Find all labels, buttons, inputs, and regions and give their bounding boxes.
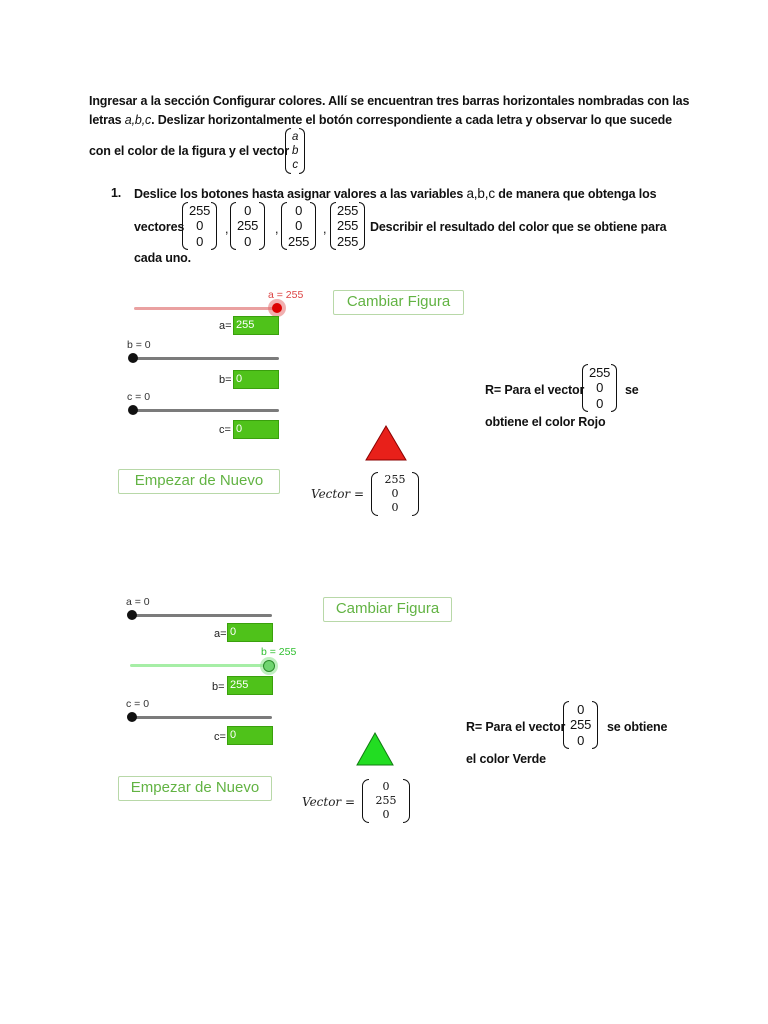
cambiar-figura-button-2[interactable]: Cambiar Figura bbox=[323, 597, 452, 622]
field-b-input-2[interactable]: 255 bbox=[227, 676, 273, 695]
slider-a-label: a = 255 bbox=[268, 289, 304, 301]
item-vector-red: 255 0 0 bbox=[182, 202, 217, 250]
vector-label: Vector = bbox=[311, 487, 365, 501]
item-vector-blue: 0 0 255 bbox=[281, 202, 316, 250]
green-triangle-shape bbox=[357, 733, 393, 765]
field-a-label: a= bbox=[219, 320, 232, 332]
slider-b-track[interactable] bbox=[131, 357, 279, 360]
intro-vector-a: a bbox=[292, 131, 299, 143]
vector-display-2: 0 255 0 bbox=[362, 779, 410, 823]
field-c-label: c= bbox=[219, 424, 231, 436]
empezar-de-nuevo-button-2[interactable]: Empezar de Nuevo bbox=[118, 776, 272, 801]
item-vars: a,b,c bbox=[466, 186, 495, 201]
intro-letters: a,b,c bbox=[124, 113, 152, 127]
intro-vector bbox=[285, 128, 305, 174]
field-b-label: b= bbox=[219, 374, 232, 386]
comma-3: , bbox=[323, 222, 327, 236]
slider-a-track-2[interactable] bbox=[130, 614, 272, 617]
answer-green-vector: 0 255 0 bbox=[563, 701, 598, 749]
slider-b-handle[interactable] bbox=[128, 353, 138, 363]
green-triangle bbox=[355, 731, 395, 767]
item-line-3: cada uno. bbox=[134, 251, 191, 265]
intro-line-1: Ingresar a la sección Configurar colores. Allí se encuentran tres barras horizontales nombradas con las bbox=[89, 94, 690, 108]
slider-a-track[interactable] bbox=[134, 307, 277, 310]
slider-c-label: c = 0 bbox=[127, 391, 151, 403]
item-line-1-start: Deslice los botones hasta asignar valores a las variables bbox=[134, 187, 467, 201]
intro-vector-b: b bbox=[292, 145, 299, 157]
item-line-1-end: de manera que obtenga los bbox=[494, 187, 657, 201]
field-c-input[interactable]: 0 bbox=[233, 420, 279, 439]
slider-b-track-2[interactable] bbox=[130, 664, 270, 667]
red-triangle bbox=[364, 424, 408, 462]
answer-green-suffix: se obtiene bbox=[607, 720, 668, 734]
item-line-2-tail: Describir el resultado del color que se obtiene para bbox=[370, 220, 667, 234]
intro-line-2 bbox=[89, 113, 672, 127]
field-a-input-2[interactable]: 0 bbox=[227, 623, 273, 642]
field-c-input-2[interactable]: 0 bbox=[227, 726, 273, 745]
field-b-label-2: b= bbox=[212, 681, 225, 693]
slider-c-track-2[interactable] bbox=[130, 716, 272, 719]
cambiar-figura-button[interactable]: Cambiar Figura bbox=[333, 290, 464, 315]
comma-1: , bbox=[225, 222, 229, 236]
comma-2: , bbox=[275, 222, 279, 236]
slider-c-track[interactable] bbox=[131, 409, 279, 412]
slider-b-handle-2[interactable] bbox=[263, 660, 275, 672]
vector-display: 255 0 0 bbox=[371, 472, 419, 516]
item-vector-white: 255 255 255 bbox=[330, 202, 365, 250]
answer-red-line-2: obtiene el color Rojo bbox=[485, 415, 606, 429]
vectores-word: vectores bbox=[134, 220, 185, 234]
slider-a-label-2: a = 0 bbox=[126, 596, 150, 608]
slider-c-label-2: c = 0 bbox=[126, 698, 150, 710]
intro-line-2-start: letras bbox=[89, 113, 125, 127]
red-triangle-shape bbox=[366, 426, 406, 460]
vector-label-2: Vector = bbox=[302, 795, 356, 809]
slider-b-label: b = 0 bbox=[127, 339, 151, 351]
intro-vector-c: c bbox=[292, 159, 298, 171]
item-line-1 bbox=[134, 186, 656, 201]
slider-b-label-2: b = 255 bbox=[261, 646, 297, 658]
slider-c-handle[interactable] bbox=[128, 405, 138, 415]
field-b-input[interactable]: 0 bbox=[233, 370, 279, 389]
answer-green-prefix: R= Para el vector bbox=[466, 720, 566, 734]
answer-green-line-2: el color Verde bbox=[466, 752, 546, 766]
empezar-de-nuevo-button[interactable]: Empezar de Nuevo bbox=[118, 469, 280, 494]
field-a-label-2: a= bbox=[214, 628, 227, 640]
field-c-label-2: c= bbox=[214, 731, 226, 743]
field-a-input[interactable]: 255 bbox=[233, 316, 279, 335]
slider-a-handle[interactable] bbox=[272, 303, 282, 313]
answer-red-suffix: se bbox=[625, 383, 639, 397]
answer-red-prefix: R= Para el vector bbox=[485, 383, 585, 397]
item-vector-green: 0 255 0 bbox=[230, 202, 265, 250]
intro-line-3: con el color de la figura y el vector bbox=[89, 144, 290, 158]
item-number: 1. bbox=[111, 186, 122, 200]
answer-red-vector: 255 0 0 bbox=[582, 364, 617, 412]
slider-a-handle-2[interactable] bbox=[127, 610, 137, 620]
intro-line-2-end: . Deslizar horizontalmente el botón correspondiente a cada letra y observar lo que sucede bbox=[151, 113, 672, 127]
slider-c-handle-2[interactable] bbox=[127, 712, 137, 722]
